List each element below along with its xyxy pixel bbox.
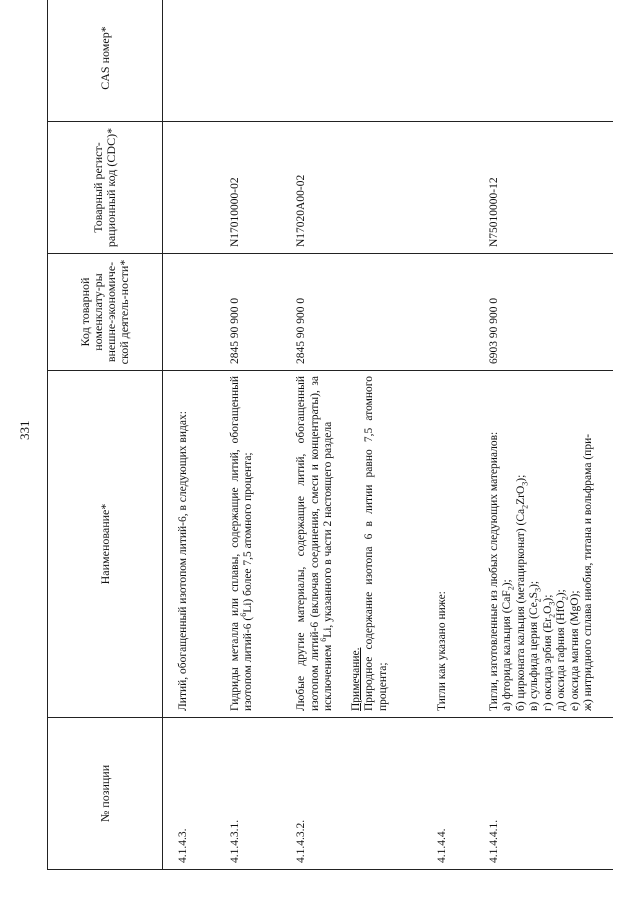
item-name: Литий, обогащенный изотопом литий-6, в следующих видах:: [177, 411, 189, 711]
cell-cas: [422, 0, 474, 122]
cell-cdc: [422, 122, 474, 254]
cell-name: [281, 371, 422, 718]
cell-position: 4.1.4.3.1.: [215, 718, 281, 870]
cell-cdc: N17020A00-02: [281, 122, 422, 254]
cell-cdc: N75010000-12: [474, 122, 613, 254]
goods-table: [47, 0, 613, 870]
cell-cas: [474, 0, 613, 122]
list-item: д) оксида гафния (HfO$_2$);: [555, 589, 570, 711]
list-item: в) сульфида церия $(Ce_2S_3)$;: [528, 580, 543, 711]
page-number: 331: [17, 420, 32, 440]
list-item: г) оксида эрбия $(Er_2O_3)$;: [541, 594, 556, 711]
cell-cdc: N17010000-02: [215, 122, 281, 254]
cell-code: [163, 254, 215, 371]
header-cas: CAS номер*: [48, 0, 163, 122]
item-name: Тигли, изготовленные из любых следующих материалов:: [487, 431, 500, 711]
note-label: Примечание.: [349, 647, 362, 711]
cell-name: [474, 371, 613, 718]
list-item: е) оксида магния (MgO);: [568, 590, 581, 711]
rotated-page: [17, 26, 613, 870]
header-code: Код товарной номенклату-ры внешне-экономиче-ской деятель-ности*: [48, 254, 163, 371]
cell-cas: [163, 0, 215, 122]
cell-code: 2845 90 900 0: [281, 254, 422, 371]
cell-position: 4.1.4.4.: [422, 718, 474, 870]
cell-position: 4.1.4.3.2.: [281, 718, 422, 870]
cell-name: [163, 371, 215, 718]
note-text: Природное содержание изотопа 6 в литии равно 7,5 атомного процента;: [363, 376, 389, 711]
cell-name: [422, 371, 474, 718]
table-row: [215, 0, 281, 870]
header-cdc: Товарный регист-рационный код (CDC)*: [48, 122, 163, 254]
header-name: Наименование*: [48, 371, 163, 718]
cell-name: [215, 371, 281, 718]
table-row: [422, 0, 474, 870]
cell-cas: [215, 0, 281, 122]
list-item: а) фторида кальция (CaF$_2$);: [501, 579, 516, 711]
cell-cdc: [163, 122, 215, 254]
table-header-row: [48, 0, 163, 870]
item-name: Гидриды металла или сплавы, содержащие литий, обогащенный изотопом литий-6 ($^6$Li) более 7,5 атомного процента;: [228, 376, 255, 711]
header-position: № позиции: [48, 718, 163, 870]
cell-code: 6903 90 900 0: [474, 254, 613, 371]
cell-position: 4.1.4.4.1.: [474, 718, 613, 870]
table-row: [281, 0, 422, 870]
cell-code: [422, 254, 474, 371]
table-row: [474, 0, 613, 870]
list-item: ж) нитридного сплава ниобия, титана и вольфрама (при-: [582, 433, 595, 711]
item-name: Любые другие материалы, содержащие литий, обогащенный изотопом литий-6 (включая соединения, смеси и концентраты), за исключением $^6$Li, указанного в части 2 настоящего раздела: [295, 376, 335, 711]
list-item: б) цирконата кальция (метацирконат) $(Ca_2ZrO_3)$;: [514, 474, 529, 711]
table-row: [163, 0, 215, 870]
item-name: Тигли как указано ниже:: [435, 591, 448, 711]
cell-position: 4.1.4.3.: [163, 718, 215, 870]
cell-cas: [281, 0, 422, 122]
cell-code: 2845 90 900 0: [215, 254, 281, 371]
